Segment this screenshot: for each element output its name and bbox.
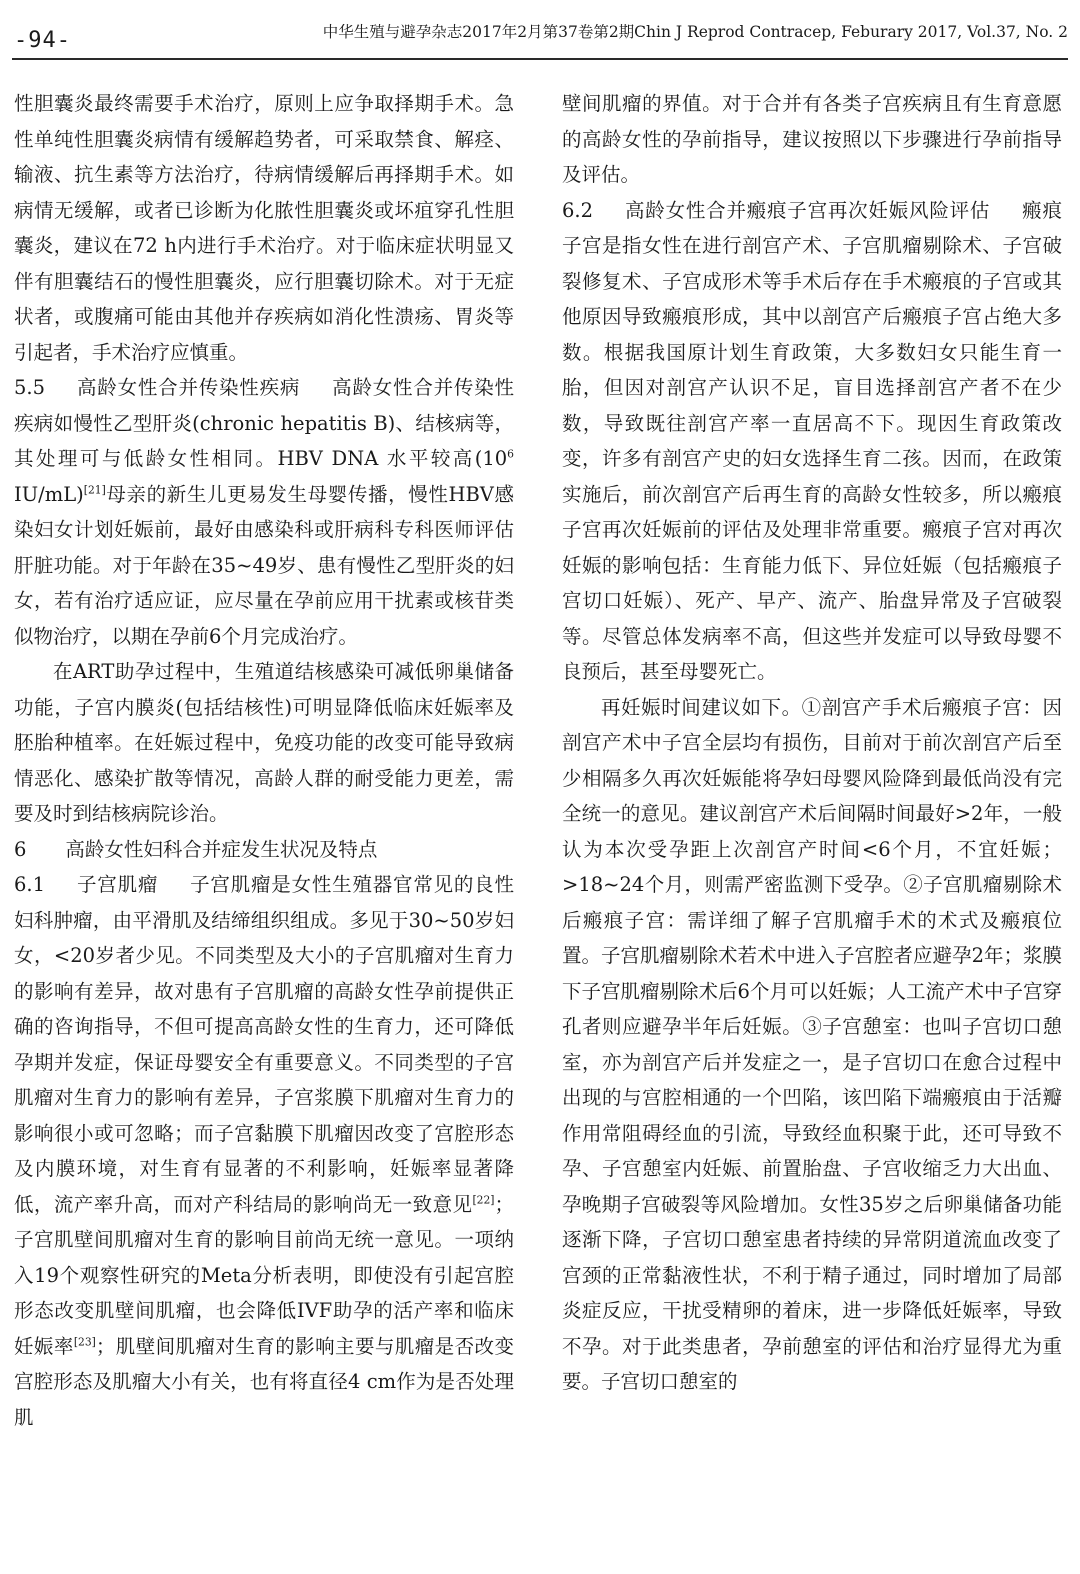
paragraph-art: 在ART助孕过程中，生殖道结核感染可减低卵巢储备功能，子宫内膜炎(包括结核性)可明显降低临床妊娠率及胚胎种植率。在妊娠过程中，免疫功能的改变可能导致病情恶化、感染扩散等情况，高龄人群的耐受能力更差，需要及时到结核病院诊治。 <box>14 660 514 825</box>
section-6-1 <box>14 867 514 1435</box>
section-title: 高龄女性妇科合并症发生状况及特点 <box>65 837 378 861</box>
citation-ref-23: [23] <box>73 1335 96 1348</box>
section-number: 6.1 <box>14 873 46 896</box>
citation-ref-22: [22] <box>472 1193 495 1206</box>
section-number: 5.5 <box>14 376 46 399</box>
section-text: 高龄女性合并传染性疾病如慢性乙型肝炎(chronic hepatitis B)、结核病等，其处理可与低龄女性相同。HBV DNA 水平较高(10 <box>14 376 514 470</box>
section-number: 6 <box>14 837 27 861</box>
journal-citation: 中华生殖与避孕杂志2017年2月第37卷第2期Chin J Reprod Contracep, Feburary 2017, Vol.37, No. 2 <box>322 23 1068 41</box>
section-text: IU/mL) <box>14 482 84 506</box>
section-5-5 <box>14 370 514 654</box>
page-header <box>0 0 1080 70</box>
superscript-exponent: 6 <box>507 447 514 461</box>
section-text: ；子宫肌壁间肌瘤对生育的影响目前尚无统一意见。一项纳入19个观察性研究的Meta分析表明，即使没有引起宫腔形态改变肌壁间肌瘤，也会降低IVF助孕的活产率和临床妊娠率 <box>14 1192 514 1358</box>
citation-ref-21: [21] <box>83 483 106 496</box>
left-column <box>14 86 514 1435</box>
section-text: ；肌壁间肌瘤对生育的影响主要与肌瘤是否改变宫腔形态及肌瘤大小有关，也有将直径4 cm作为是否处理肌 <box>14 1334 514 1429</box>
right-column <box>562 86 1062 1400</box>
page-number: -94- <box>14 28 71 53</box>
section-6-2 <box>562 193 1062 690</box>
section-6-heading <box>14 832 514 868</box>
section-title: 高龄女性合并瘢痕子宫再次妊娠风险评估 <box>624 198 991 222</box>
paragraph-fibroid-threshold: 壁间肌瘤的界值。对于合并有各类子宫疾病且有生育意愿的高龄女性的孕前指导，建议按照以下步骤进行孕前指导及评估。 <box>562 92 1062 186</box>
paragraph-cholecystitis: 性胆囊炎最终需要手术治疗，原则上应争取择期手术。急性单纯性胆囊炎病情有缓解趋势者，可采取禁食、解痉、输液、抗生素等方法治疗，待病情缓解后再择期手术。如病情无缓解，或者已诊断为化脓性胆囊炎或坏疽穿孔性胆囊炎，建议在72 h内进行手术治疗。对于临床症状明显又伴有胆囊结石的慢性胆囊炎，应行胆囊切除术。对于无症状者，或腹痛可能由其他并存疾病如消化性溃疡、胃炎等引起者，手术治疗应慎重。 <box>14 92 514 364</box>
section-title: 高龄女性合并传染性疾病 <box>76 376 301 399</box>
section-title: 子宫肌瘤 <box>76 873 159 896</box>
header-rule <box>12 58 1068 60</box>
section-number: 6.2 <box>562 198 594 222</box>
section-text: 子宫肌瘤是女性生殖器官常见的良性妇科肿瘤，由平滑肌及结缔组织组成。多见于30~50岁妇女，<20岁者少见。不同类型及大小的子宫肌瘤对生育力的影响有差异，故对患有子宫肌瘤的高龄女性孕前提供正确的咨询指导，不但可提高高龄女性的生育力，还可降低孕期并发症，保证母婴安全有重要意义。不同类型的子宫肌瘤对生育力的影响有差异，子宫浆膜下肌瘤对生育力的影响很小或可忽略；而子宫黏膜下肌瘤因改变了宫腔形态及内膜环境，对生育有显著的不利影响，妊娠率显著降低，流产率升高，而对产科结局的影响尚无一致意见 <box>14 873 514 1216</box>
paragraph-repregnancy-interval: 再妊娠时间建议如下。①剖宫产手术后瘢痕子宫：因剖宫产术中子宫全层均有损伤，目前对于前次剖宫产后至少相隔多久再次妊娠能将孕妇母婴风险降到最低尚没有完全统一的意见。建议剖宫产术后间隔时间最好>2年，一般认为本次受孕距上次剖宫产时间<6个月，不宜妊娠；>18~24个月，则需严密监测下受孕。②子宫肌瘤剔除术后瘢痕子宫：需详细了解子宫肌瘤手术的术式及瘢痕位置。子宫肌瘤剔除术若术中进入子宫腔者应避孕2年；浆膜下子宫肌瘤剔除术后6个月可以妊娠；人工流产术中子宫穿孔者则应避孕半年后妊娠。③子宫憩室：也叫子宫切口憩室，亦为剖宫产后并发症之一，是子宫切口在愈合过程中出现的与宫腔相通的一个凹陷，该凹陷下端瘢痕由于活瓣作用常阻碍经血的引流，导致经血积聚于此，还可导致不孕、子宫憩室内妊娠、前置胎盘、子宫收缩乏力大出血、孕晚期子宫破裂等风险增加。女性35岁之后卵巢储备功能逐渐下降，子宫切口憩室患者持续的异常阴道流血改变了宫颈的正常黏液性状，不利于精子通过，同时增加了局部炎症反应，干扰受精卵的着床，进一步降低妊娠率，导致不孕。对于此类患者，孕前憩室的评估和治疗显得尤为重要。子宫切口憩室的 <box>562 695 1062 1393</box>
section-text: 母亲的新生儿更易发生母婴传播，慢性HBV感染妇女计划妊娠前，最好由感染科或肝病科专科医师评估肝脏功能。对于年龄在35~49岁、患有慢性乙型肝炎的妇女，若有治疗适应证，应尽量在孕前应用干扰素或核苷类似物治疗，以期在孕前6个月完成治疗。 <box>14 482 514 648</box>
section-text: 瘢痕子宫是指女性在进行剖宫产术、子宫肌瘤剔除术、子宫破裂修复术、子宫成形术等手术后存在手术瘢痕的子宫或其他原因导致瘢痕形成，其中以剖宫产后瘢痕子宫占绝大多数。根据我国原计划生育政策，大多数妇女只能生育一胎，但因对剖宫产认识不足，盲目选择剖宫产者不在少数，导致既往剖宫产率一直居高不下。现因生育政策改变，许多有剖宫产史的妇女选择生育二孩。因而，在政策实施后，前次剖宫产后再生育的高龄女性较多，所以瘢痕子宫再次妊娠前的评估及处理非常重要。瘢痕子宫对再次妊娠的影响包括：生育能力低下、异位妊娠（包括瘢痕子宫切口妊娠）、死产、早产、流产、胎盘异常及子宫破裂等。尽管总体发病率不高，但这些并发症可以导致母婴不良预后，甚至母婴死亡。 <box>562 198 1062 683</box>
